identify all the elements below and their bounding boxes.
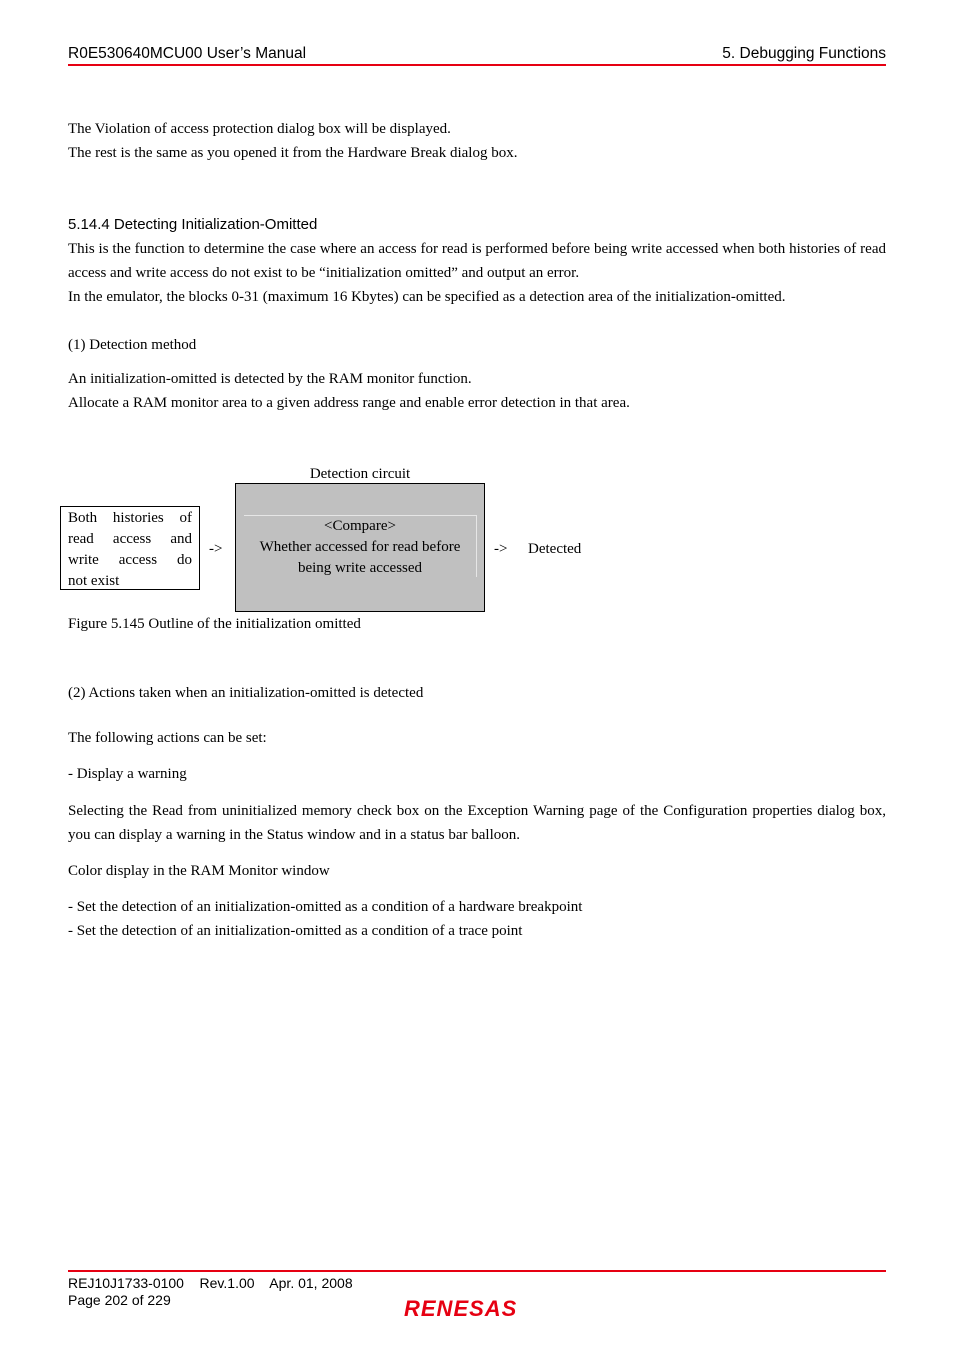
detection-method-line-1: An initialization-omitted is detected by the RAM monitor function. [68, 371, 472, 387]
action-item-warning: - Display a warning [68, 766, 187, 782]
section-paragraph-2: In the emulator, the blocks 0-31 (maximum 16 Kbytes) can be specified as a detection area of the initialization-omitted. [68, 289, 786, 305]
actions-heading: (2) Actions taken when an initialization-omitted is detected [68, 685, 424, 701]
compare-panel [244, 515, 477, 577]
action-item-warning-desc: Selecting the Read from uninitialized memory check box on the Exception Warning page of the Configuration properties dialog box, you can display a warning in the Status window and in a status bar balloon. [68, 803, 886, 843]
figure-caption: Figure 5.145 Outline of the initialization omitted [68, 616, 361, 632]
arrow-out: -> [494, 541, 508, 557]
action-item-breakpoint: - Set the detection of an initialization-omitted as a condition of a hardware breakpoint [68, 899, 583, 915]
detection-circuit-label: Detection circuit [309, 466, 411, 482]
section-heading: 5.14.4 Detecting Initialization-Omitted [68, 216, 318, 233]
compare-line-2: being write accessed [297, 560, 423, 576]
intro-line-2: The rest is the same as you opened it from the Hardware Break dialog box. [68, 145, 518, 161]
compare-title: <Compare> [324, 518, 396, 534]
section-paragraph-1: This is the function to determine the case where an access for read is performed before being write accessed when both histories of read access and write access do not exist to be “initialization omitted” and output an error. [68, 241, 886, 281]
header-title: R0E530640MCU00 User’s Manual [68, 45, 307, 62]
footer-doc-id: REJ10J1733-0100 Rev.1.00 Apr. 01, 2008 [68, 1275, 353, 1291]
arrow-in: -> [209, 541, 223, 557]
actions-intro: The following actions can be set: [68, 730, 267, 746]
header-section: 5. Debugging Functions [722, 45, 886, 62]
action-item-color-display: Color display in the RAM Monitor window [68, 863, 330, 879]
renesas-logo [402, 1294, 552, 1325]
detection-circuit-box [235, 483, 485, 612]
detection-method-line-2: Allocate a RAM monitor area to a given address range and enable error detection in that area. [68, 395, 630, 411]
detected-output: Detected [528, 541, 582, 557]
svg-text:RENESAS: RENESAS [404, 1296, 518, 1320]
intro-line-1: The Violation of access protection dialog box will be displayed. [68, 121, 451, 137]
compare-line-1: Whether accessed for read before [259, 539, 461, 555]
detection-method-heading: (1) Detection method [68, 337, 197, 353]
input-condition-last-line: not exist [68, 573, 120, 589]
footer-page-number: Page 202 of 229 [68, 1292, 171, 1308]
action-item-trace-point: - Set the detection of an initialization-omitted as a condition of a trace point [68, 923, 523, 939]
header-rule [68, 64, 886, 66]
footer-rule [68, 1270, 886, 1272]
input-condition-text: Both histories of read access and write access do [68, 510, 192, 568]
input-condition-box [60, 506, 200, 590]
